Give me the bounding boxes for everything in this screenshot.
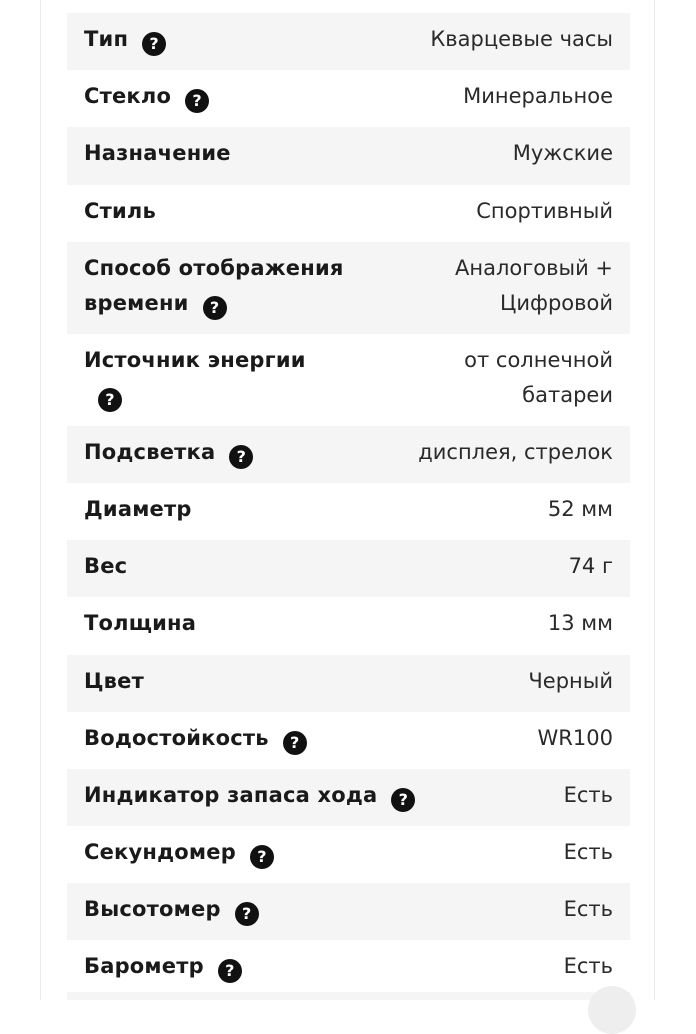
spec-value: WR100 [537,725,613,750]
spec-row-power-source [67,334,630,426]
spec-value: Черный [528,668,613,693]
spec-label: Цвет [84,668,144,693]
next-row-stub [67,992,630,1000]
spec-value: 13 мм [547,611,613,636]
spec-row-style [67,185,630,242]
spec-label: Высотомер ? [84,892,259,927]
spec-label: Индикатор запаса хода ? [84,778,415,813]
spec-value: Спортивный [476,198,613,223]
scroll-up-button[interactable] [588,986,636,1034]
spec-value: Аналоговый + Цифровой [455,255,613,315]
spec-row-altimeter [67,883,630,940]
spec-row-thickness [67,597,630,654]
spec-label: Способ отображения времени ? [84,251,354,321]
specs-table [67,13,630,998]
spec-value: 74 г [568,554,613,579]
spec-value: Минеральное [463,84,613,109]
spec-row-glass [67,70,630,127]
spec-value: Кварцевые часы [430,27,613,51]
help-icon[interactable]: ? [98,388,122,412]
spec-value: Есть [563,782,613,807]
spec-row-type [67,13,630,70]
spec-label: Вес [84,554,128,579]
spec-value: дисплея, стрелок [418,439,613,464]
spec-value: от солнечной батареи [464,347,613,407]
help-icon[interactable]: ? [391,788,415,812]
spec-value: Есть [563,840,613,865]
spec-row-backlight [67,426,630,483]
spec-row-stopwatch [67,826,630,883]
spec-row-color [67,655,630,712]
content-left-border [40,0,41,1000]
spec-row-barometer [67,940,630,997]
spec-label: Стекло ? [84,79,209,114]
spec-value: Есть [563,954,613,979]
help-icon[interactable]: ? [283,731,307,755]
help-icon[interactable]: ? [203,296,227,320]
spec-label: Стиль [84,198,156,223]
spec-row-water-resistance [67,712,630,769]
content-right-border [654,0,655,1000]
help-icon[interactable]: ? [218,959,242,983]
spec-label: Подсветка ? [84,435,253,470]
spec-label: Водостойкость ? [84,721,307,756]
spec-row-purpose [67,127,630,184]
spec-row-diameter [67,483,630,540]
spec-row-power-reserve [67,769,630,826]
help-icon[interactable]: ? [229,445,253,469]
spec-label: Диаметр [84,496,192,521]
spec-label: Тип ? [84,22,166,57]
help-icon[interactable]: ? [235,902,259,926]
spec-value: Мужские [512,141,613,166]
spec-value: 52 мм [547,496,613,521]
spec-label: Источник энергии? [84,343,324,413]
spec-label: Барометр ? [84,949,242,984]
help-icon[interactable]: ? [142,32,166,56]
spec-label: Секундомер ? [84,835,274,870]
help-icon[interactable]: ? [250,845,274,869]
spec-row-display-method [67,242,630,334]
help-icon[interactable]: ? [185,89,209,113]
spec-label: Назначение [84,141,231,166]
spec-value: Есть [563,897,613,922]
spec-row-weight [67,540,630,597]
spec-label: Толщина [84,611,197,636]
